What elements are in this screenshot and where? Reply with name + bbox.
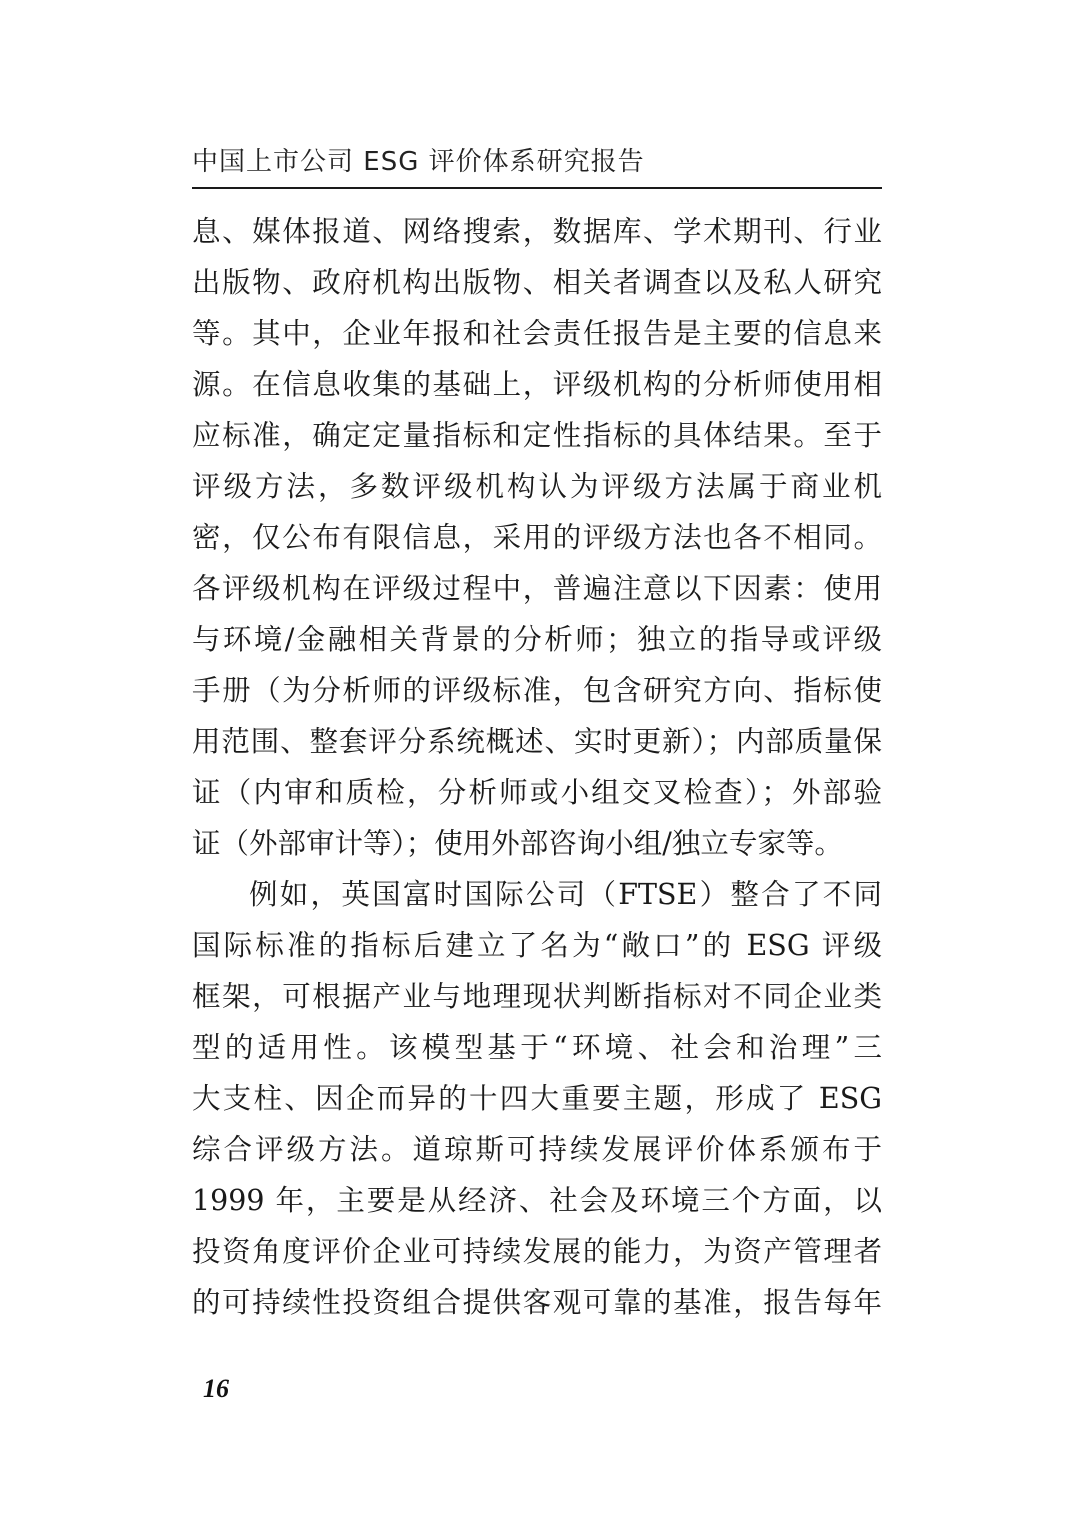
text-line: 源。在信息收集的基础上，评级机构的分析师使用相 bbox=[192, 368, 882, 401]
running-header-title: 中国上市公司 ESG 评价体系研究报告 bbox=[192, 147, 645, 177]
body-text bbox=[192, 206, 882, 1328]
text-line: 等。其中，企业年报和社会责任报告是主要的信息来 bbox=[192, 317, 882, 350]
text-line: 与环境/金融相关背景的分析师；独立的指导或评级 bbox=[192, 623, 882, 656]
text-line: 证（内审和质检，分析师或小组交叉检查）；外部验 bbox=[192, 776, 882, 809]
text-line: 各评级机构在评级过程中，普遍注意以下因素：使用 bbox=[192, 572, 882, 605]
text-line: 1999 年，主要是从经济、社会及环境三个方面，以 bbox=[192, 1184, 882, 1217]
text-line: 大支柱、因企而异的十四大重要主题，形成了 ESG bbox=[192, 1082, 882, 1115]
text-line: 评级方法，多数评级机构认为评级方法属于商业机 bbox=[192, 470, 882, 503]
text-line: 手册（为分析师的评级标准，包含研究方向、指标使 bbox=[192, 674, 882, 707]
text-line: 息、媒体报道、网络搜索，数据库、学术期刊、行业 bbox=[192, 215, 882, 248]
text-line: 型的适用性。该模型基于“环境、社会和治理”三 bbox=[192, 1031, 882, 1064]
text-line: 投资角度评价企业可持续发展的能力，为资产管理者 bbox=[192, 1235, 882, 1268]
text-line: 应标准，确定定量指标和定性指标的具体结果。至于 bbox=[192, 419, 882, 452]
text-line: 框架，可根据产业与地理现状判断指标对不同企业类 bbox=[192, 980, 882, 1013]
text-line: 密，仅公布有限信息，采用的评级方法也各不相同。 bbox=[192, 521, 882, 554]
paragraph-first-line: 例如，英国富时国际公司（FTSE）整合了不同 bbox=[249, 878, 882, 911]
text-line: 国际标准的指标后建立了名为“敞口”的 ESG 评级 bbox=[192, 929, 882, 962]
page-number: 16 bbox=[203, 1374, 229, 1403]
text-line: 出版物、政府机构出版物、相关者调查以及私人研究 bbox=[192, 266, 882, 299]
text-line: 用范围、整套评分系统概述、实时更新）；内部质量保 bbox=[192, 725, 882, 758]
header-rule bbox=[192, 187, 882, 189]
text-line: 的可持续性投资组合提供客观可靠的基准，报告每年 bbox=[192, 1286, 882, 1319]
text-line: 综合评级方法。道琼斯可持续发展评价体系颁布于 bbox=[192, 1133, 882, 1166]
text-line: 证（外部审计等）；使用外部咨询小组/独立专家等。 bbox=[192, 827, 843, 860]
